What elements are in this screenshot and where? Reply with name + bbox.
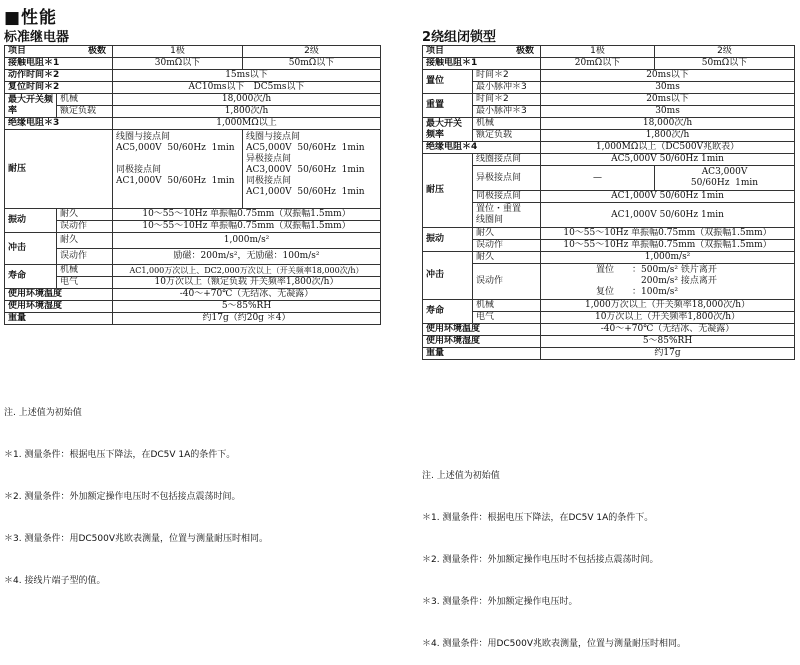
cell-value: -40～+70℃（无结冰、无凝露） bbox=[113, 289, 381, 301]
row-label: 使用环境湿度 bbox=[423, 336, 541, 348]
header-grade: 极数 bbox=[88, 46, 107, 56]
note-line: ＊2. 测量条件：外加额定操作电压时不包括接点震荡时间。 bbox=[4, 492, 241, 502]
cell-value: 30ms bbox=[541, 106, 795, 118]
table-row bbox=[423, 82, 795, 94]
row-label: 耐压 bbox=[423, 154, 473, 228]
table-row bbox=[423, 154, 795, 166]
cell-value: 置位 ：500m/s² 铁片离开 200m/s² 接点离开 复位 ：100m/s² bbox=[541, 264, 795, 300]
header-col2: 2级 bbox=[655, 46, 795, 58]
table-row bbox=[5, 221, 381, 233]
right-spec-table bbox=[422, 45, 795, 360]
cell-value: 20ms以下 bbox=[541, 94, 795, 106]
table-row bbox=[5, 277, 381, 289]
cell-value: -40～+70℃（无结冰、无凝露） bbox=[541, 324, 795, 336]
cell-value: 线圈与接点间 AC5,000V 50/60Hz 1min 同极接点间 AC1,000V 50/60Hz 1min bbox=[113, 130, 243, 209]
row-label: 动作时间＊2 bbox=[5, 70, 113, 82]
note-line: ＊3. 测量条件：用DC500V兆欧表测量，位置与测量耐压时相同。 bbox=[4, 534, 268, 544]
sub-label: 最小脉冲＊3 bbox=[473, 106, 541, 118]
cell-value: 10～55～10Hz 单振幅0.75mm（双振幅1.5mm） bbox=[113, 221, 381, 233]
cell-value: 10万次以上（开关频率1,800次/h） bbox=[541, 312, 795, 324]
cell-value: 15ms以下 bbox=[113, 70, 381, 82]
cell-value: 5～85%RH bbox=[541, 336, 795, 348]
dash-cell: — bbox=[541, 166, 655, 191]
table-row bbox=[423, 118, 795, 130]
table-row bbox=[423, 264, 795, 300]
row-label: 使用环境温度 bbox=[423, 324, 541, 336]
row-label: 寿命 bbox=[423, 300, 473, 324]
table-row bbox=[423, 336, 795, 348]
row-label: 置位 bbox=[423, 70, 473, 94]
header-item-cell bbox=[5, 46, 113, 58]
header-item: 项目 bbox=[8, 46, 27, 56]
note-line: ＊3. 测量条件：外加额定操作电压时。 bbox=[422, 597, 578, 607]
cell-value: AC5,000V 50/60Hz 1min bbox=[541, 154, 795, 166]
header-item-cell bbox=[423, 46, 541, 58]
row-label: 使用环境湿度 bbox=[5, 301, 113, 313]
table-row bbox=[5, 130, 381, 209]
row-label: 接触电阻＊1 bbox=[423, 58, 541, 70]
sub-label: 时间＊2 bbox=[473, 70, 541, 82]
table-row bbox=[5, 301, 381, 313]
right-notes bbox=[422, 441, 686, 665]
table-row bbox=[423, 191, 795, 203]
table-row bbox=[5, 94, 381, 106]
table-row bbox=[5, 70, 381, 82]
table-row bbox=[423, 94, 795, 106]
cell-value: 1,000万次以上（开关频率18,000次/h） bbox=[541, 300, 795, 312]
cell-value: 50mΩ以下 bbox=[655, 58, 795, 70]
sub-label: 电气 bbox=[57, 277, 113, 289]
sub-label: 机械 bbox=[473, 300, 541, 312]
cell-value: 约17g bbox=[541, 348, 795, 360]
table-row bbox=[5, 249, 381, 265]
page-title: ■性能 bbox=[4, 8, 58, 28]
cell-value: 1,000MΩ以上 bbox=[113, 118, 381, 130]
header-col1: 1极 bbox=[113, 46, 243, 58]
table-row bbox=[5, 233, 381, 249]
right-subtitle: 2绕组闭锁型 bbox=[422, 30, 497, 45]
cell-value: 约17g（约20g ＊4） bbox=[113, 313, 381, 325]
note-line: ＊1. 测量条件：根据电压下降法，在DC5V 1A的条件下。 bbox=[422, 513, 654, 523]
sub-label: 额定负载 bbox=[57, 106, 113, 118]
row-label: 接触电阻＊1 bbox=[5, 58, 113, 70]
table-row bbox=[423, 142, 795, 154]
table-row bbox=[5, 58, 381, 70]
cell-value: 1,800次/h bbox=[113, 106, 381, 118]
cell-value: 励磁：200m/s²，无励磁：100m/s² bbox=[113, 249, 381, 265]
note-line: 注. 上述值为初始值 bbox=[4, 408, 82, 418]
note-line: 注. 上述值为初始值 bbox=[422, 471, 500, 481]
table-row bbox=[5, 313, 381, 325]
header-col1: 1极 bbox=[541, 46, 655, 58]
sub-label: 机械 bbox=[57, 94, 113, 106]
header-item: 项目 bbox=[426, 46, 445, 56]
row-label: 最大开关频率 bbox=[5, 94, 57, 118]
row-label: 绝缘电阻＊4 bbox=[423, 142, 541, 154]
cell-value: 1,800次/h bbox=[541, 130, 795, 142]
sub-label: 置位・重置 线圈间 bbox=[473, 203, 541, 228]
sub-label: 电气 bbox=[473, 312, 541, 324]
sub-label: 时间＊2 bbox=[473, 94, 541, 106]
row-label: 重量 bbox=[423, 348, 541, 360]
cell-value: 线圈与接点间 AC5,000V 50/60Hz 1min 异极接点间 AC3,000V 50/60Hz 1min 同极接点间 AC1,000V 50/60Hz 1min bbox=[243, 130, 381, 209]
cell-value: 10～55～10Hz 单振幅0.75mm（双振幅1.5mm） bbox=[541, 228, 795, 240]
table-row bbox=[5, 209, 381, 221]
table-row bbox=[5, 106, 381, 118]
table-row bbox=[5, 46, 381, 58]
row-label: 寿命 bbox=[5, 265, 57, 289]
row-label: 重置 bbox=[423, 94, 473, 118]
sub-label: 额定负载 bbox=[473, 130, 541, 142]
table-row bbox=[423, 106, 795, 118]
table-row bbox=[5, 265, 381, 277]
table-row bbox=[423, 240, 795, 252]
sub-label: 异极接点间 bbox=[473, 166, 541, 191]
cell-value: 10～55～10Hz 单振幅0.75mm（双振幅1.5mm） bbox=[541, 240, 795, 252]
cell-value: AC1,000万次以上、DC2,000万次以上（开关频率18,000次/h） bbox=[113, 265, 381, 277]
sub-label: 耐久 bbox=[57, 233, 113, 249]
table-row bbox=[423, 300, 795, 312]
row-label: 重量 bbox=[5, 313, 113, 325]
cell-value: 20mΩ以下 bbox=[541, 58, 655, 70]
table-row bbox=[423, 46, 795, 58]
table-row bbox=[423, 228, 795, 240]
cell-value: 10万次以上（额定负载 开关频率1,800次/h） bbox=[113, 277, 381, 289]
sub-label: 最小脉冲＊3 bbox=[473, 82, 541, 94]
cell-value: 10～55～10Hz 单振幅0.75mm（双振幅1.5mm） bbox=[113, 209, 381, 221]
sub-label: 线圈接点间 bbox=[473, 154, 541, 166]
sub-label: 机械 bbox=[57, 265, 113, 277]
sub-label: 同极接点间 bbox=[473, 191, 541, 203]
row-label: 冲击 bbox=[5, 233, 57, 265]
header-grade: 极数 bbox=[516, 46, 535, 56]
cell-value: 1,000MΩ以上（DC500V兆欧表） bbox=[541, 142, 795, 154]
note-line: ＊2. 测量条件：外加额定操作电压时不包括接点震荡时间。 bbox=[422, 555, 659, 565]
table-row bbox=[423, 203, 795, 228]
cell-value: 5～85%RH bbox=[113, 301, 381, 313]
row-label: 耐压 bbox=[5, 130, 113, 209]
row-label: 最大开关频率 bbox=[423, 118, 473, 142]
left-subtitle: 标准继电器 bbox=[4, 30, 70, 45]
cell-value: 20ms以下 bbox=[541, 70, 795, 82]
cell-value: AC1,000V 50/60Hz 1min bbox=[541, 203, 795, 228]
cell-value: 30ms bbox=[541, 82, 795, 94]
table-row bbox=[423, 58, 795, 70]
note-line: ＊4. 测量条件：用DC500V兆欧表测量，位置与测量耐压时相同。 bbox=[422, 639, 686, 649]
cell-value: 50mΩ以下 bbox=[243, 58, 381, 70]
sub-label: 误动作 bbox=[57, 249, 113, 265]
note-line: ＊1. 测量条件：根据电压下降法，在DC5V 1A的条件下。 bbox=[4, 450, 236, 460]
sub-label: 机械 bbox=[473, 118, 541, 130]
note-line: ＊4. 接线片端子型的值。 bbox=[4, 576, 106, 586]
table-row bbox=[423, 348, 795, 360]
table-row bbox=[423, 324, 795, 336]
sub-label: 误动作 bbox=[473, 240, 541, 252]
table-row bbox=[423, 252, 795, 264]
table-row bbox=[5, 289, 381, 301]
table-row bbox=[5, 118, 381, 130]
sub-label: 耐久 bbox=[473, 252, 541, 264]
sub-label: 误动作 bbox=[473, 264, 541, 300]
cell-value: AC3,000V 50/60Hz 1min bbox=[655, 166, 795, 191]
sub-label: 误动作 bbox=[57, 221, 113, 233]
row-label: 振动 bbox=[423, 228, 473, 252]
left-notes bbox=[4, 378, 268, 602]
row-label: 使用环境温度 bbox=[5, 289, 113, 301]
cell-value: 1,000m/s² bbox=[541, 252, 795, 264]
sub-label: 耐久 bbox=[57, 209, 113, 221]
table-row bbox=[423, 166, 795, 191]
sub-label: 耐久 bbox=[473, 228, 541, 240]
row-label: 振动 bbox=[5, 209, 57, 233]
cell-value: 30mΩ以下 bbox=[113, 58, 243, 70]
table-row bbox=[423, 312, 795, 324]
table-row bbox=[423, 70, 795, 82]
header-col2: 2级 bbox=[243, 46, 381, 58]
cell-value: AC1,000V 50/60Hz 1min bbox=[541, 191, 795, 203]
table-row bbox=[423, 130, 795, 142]
cell-value: AC10ms以下 DC5ms以下 bbox=[113, 82, 381, 94]
cell-value: 1,000m/s² bbox=[113, 233, 381, 249]
cell-value: 18,000次/h bbox=[541, 118, 795, 130]
left-spec-table bbox=[4, 45, 381, 325]
row-label: 冲击 bbox=[423, 252, 473, 300]
cell-value: 18,000次/h bbox=[113, 94, 381, 106]
row-label: 绝缘电阻＊3 bbox=[5, 118, 113, 130]
table-row bbox=[5, 82, 381, 94]
row-label: 复位时间＊2 bbox=[5, 82, 113, 94]
